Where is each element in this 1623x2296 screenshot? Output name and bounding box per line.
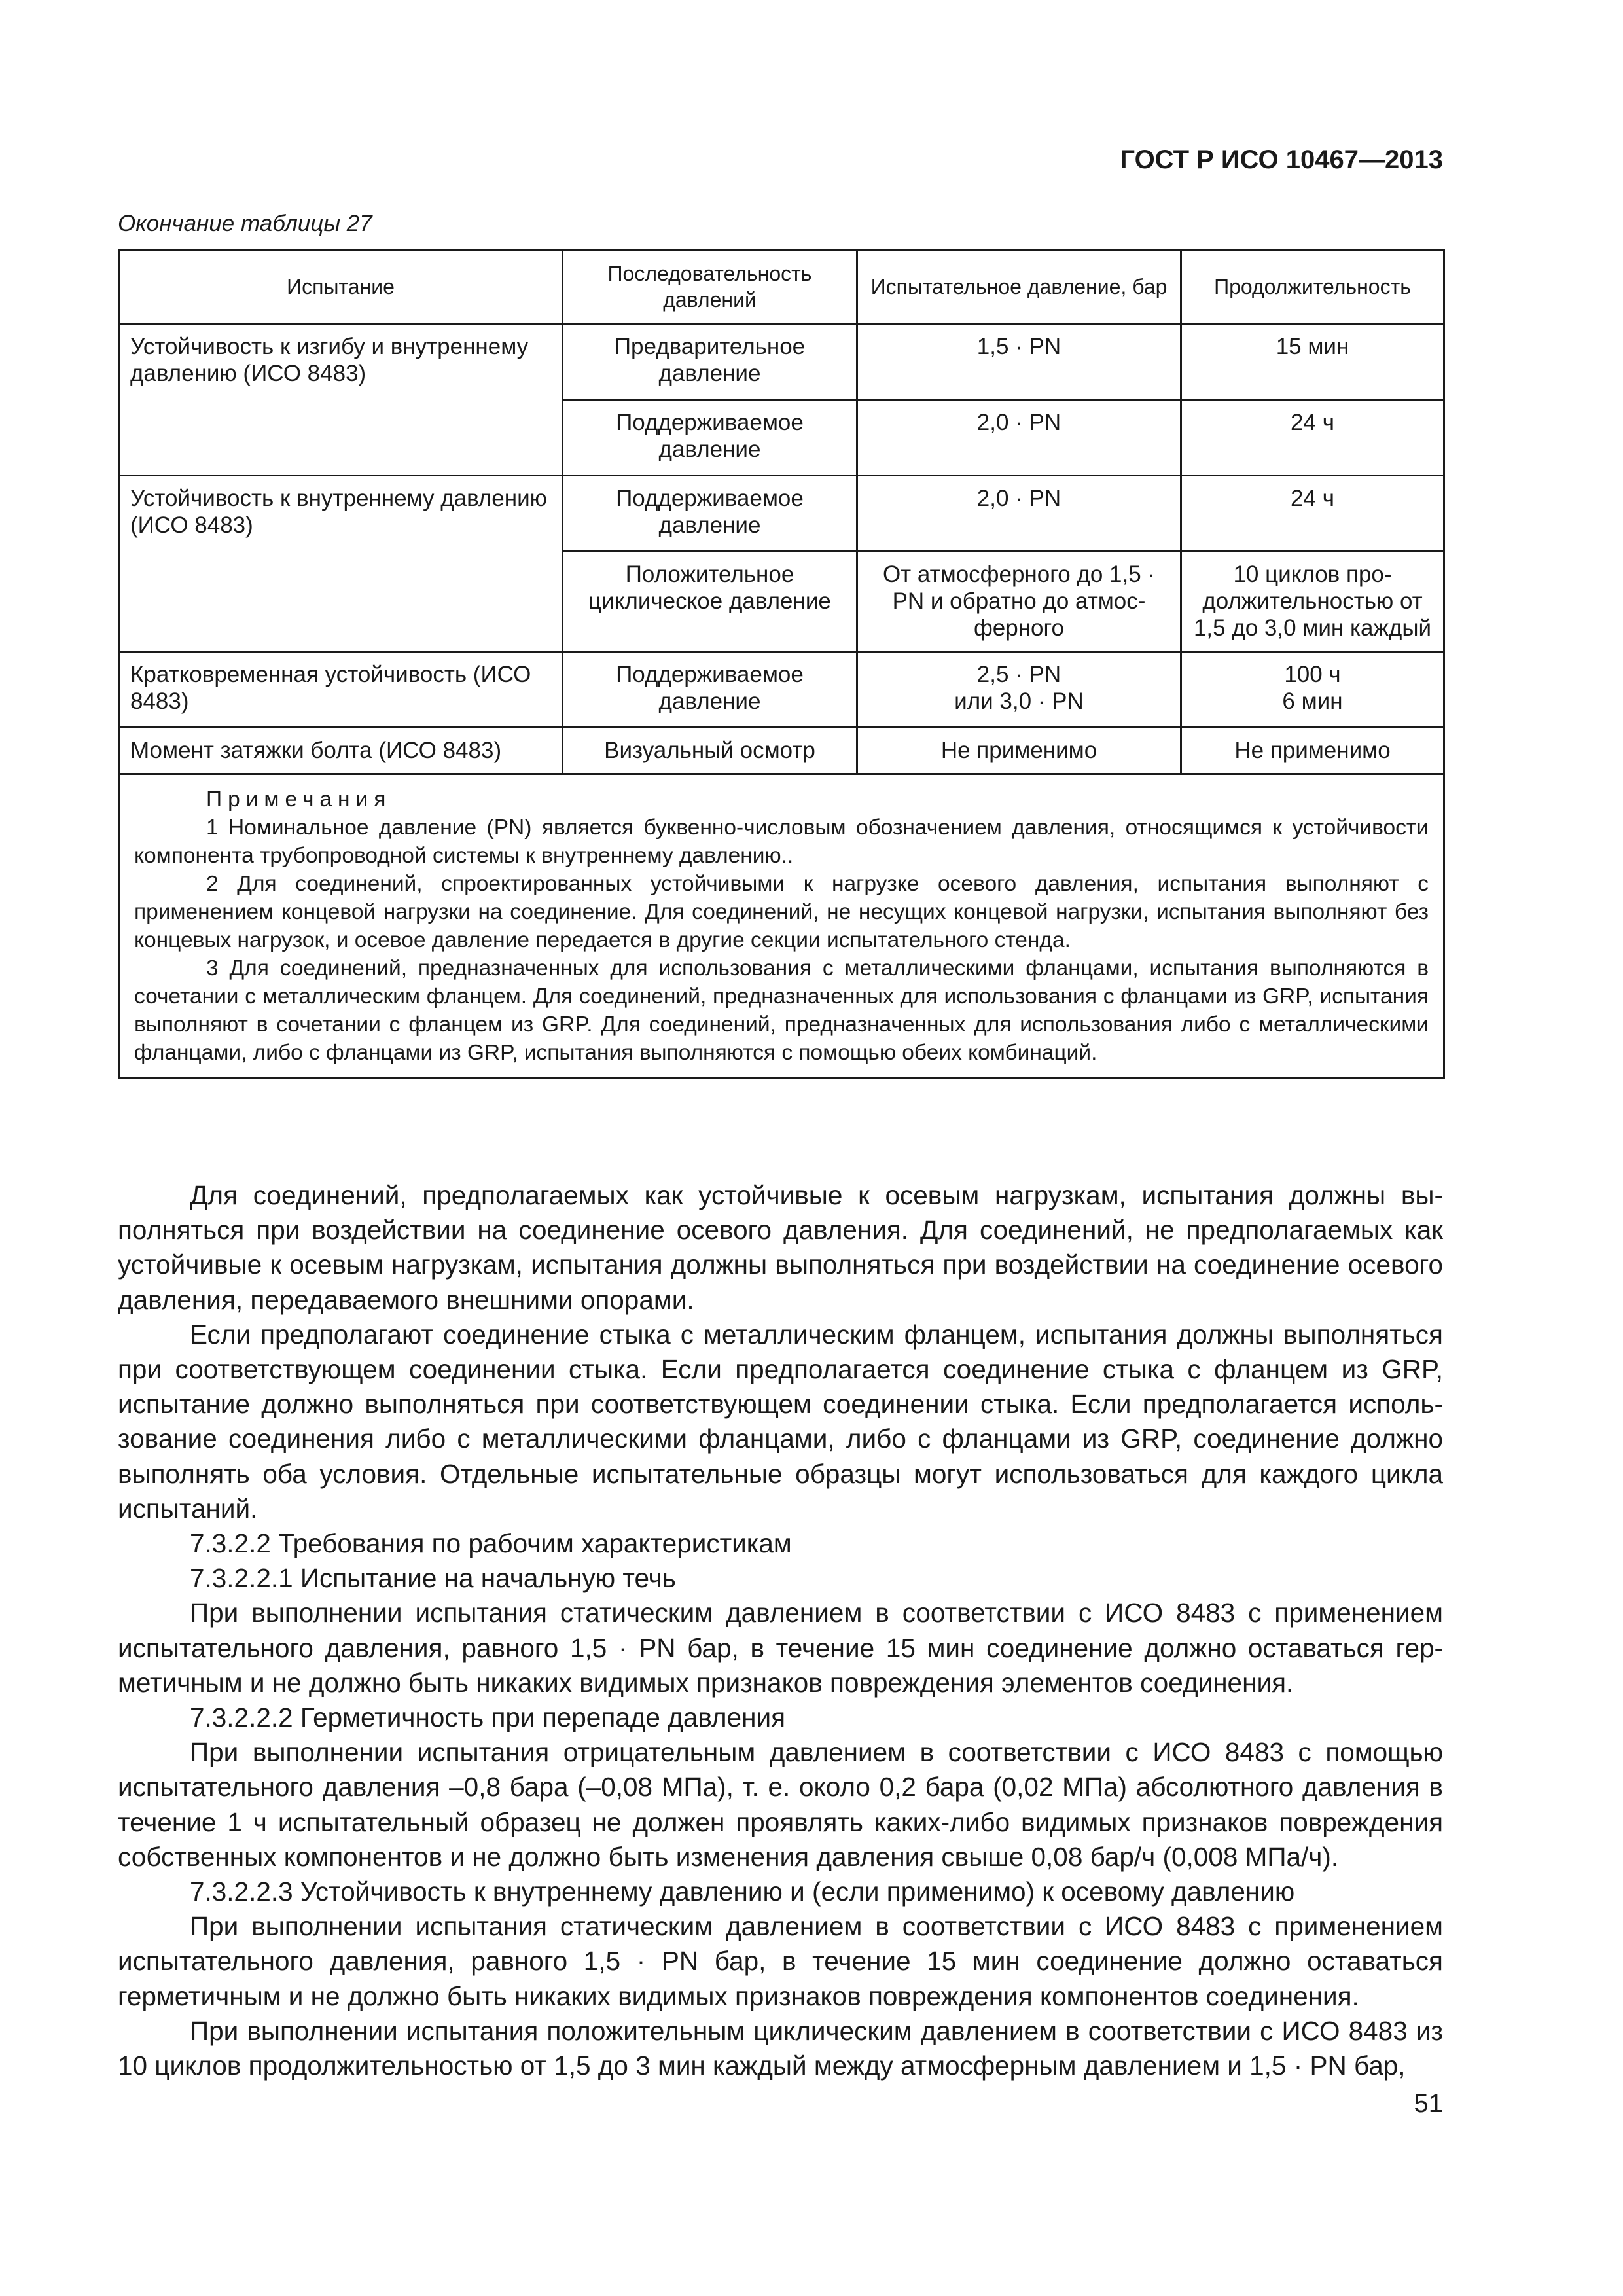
table-row — [119, 652, 1444, 728]
cell-sequence: Поддерживаемое давление — [563, 476, 857, 552]
section-heading: 7.3.2.2.3 Устойчивость к внутреннему давлению и (если применимо) к осевому давлению — [190, 1876, 1295, 1907]
header-sequence: Последовательность давлений — [563, 250, 857, 324]
cell-pressure: 2,0 · PN — [857, 400, 1181, 476]
header-pressure: Испытательное давление, бар — [857, 250, 1181, 324]
cell-pressure: Не применимо — [857, 728, 1181, 774]
note-item: 1 Номинальное давление (PN) является буквенно-числовым обозначением давления, относящимся к устойчивости компонента трубопроводной системы к внутреннему давлению.. — [134, 816, 1429, 868]
table-caption: Окончание таблицы 27 — [118, 211, 372, 236]
cell-test: Кратковременная устойчивость (ИСО 8483) — [119, 652, 563, 728]
header-test: Испытание — [119, 250, 563, 324]
cell-pressure: От атмосферного до 1,5 · PN и обратно до атмосферного — [857, 552, 1181, 652]
document-header: ГОСТ Р ИСО 10467—2013 — [1120, 145, 1443, 174]
table-header-row — [119, 250, 1444, 324]
page-number: 51 — [1414, 2089, 1443, 2118]
table-row — [119, 552, 1444, 652]
section-heading: 7.3.2.2.2 Герметичность при перепаде давления — [190, 1702, 786, 1733]
paragraph: Если предполагают соединение стыка с металлическим фланцем, испытания должны выполняться при соответствующем соединении стыка. Если предполагается соединение стыка с фланцем из GRP, испытание должно выполняться при соответствующем соединении стыка. Если предполагается использование соединения либо с металлическими фланцами, либо с фланцами из GRP, соединение должно выполнять оба условия. Отдельные испытательные образцы могут использоваться для каждого цикла испытаний. — [118, 1319, 1443, 1524]
cell-duration: 24 ч — [1181, 476, 1444, 552]
cell-sequence: Положительное циклическое давление — [563, 552, 857, 652]
cell-test: Момент затяжки болта (ИСО 8483) — [119, 728, 563, 774]
paragraph: Для соединений, предполагаемых как устойчивые к осевым нагрузкам, испытания должны выполняться при воздействии на соединение осевого давления. Для соединений, не предполагаемых как устойчивые к осевым нагрузкам, испытания должны выполняться при воздействии на соединение осевого давления, передаваемого внешними опорами. — [118, 1180, 1443, 1315]
cell-sequence: Визуальный осмотр — [563, 728, 857, 774]
paragraph: При выполнении испытания статическим давлением в соответствии с ИСО 8483 с применением испытательного давления, равного 1,5 · PN бар, в течение 15 мин соединение должно оставаться герметичным и не должно быть никаких видимых признаков повреждения компонентов соединения. — [118, 1911, 1443, 2011]
body-text — [118, 1178, 1443, 2083]
table-notes — [119, 774, 1444, 1079]
cell-pressure: 1,5 · PN — [857, 324, 1181, 400]
cell-pressure: 2,0 · PN — [857, 476, 1181, 552]
paragraph: При выполнении испытания отрицательным давлением в соответствии с ИСО 8483 с помощью испытательного давления –0,8 бара (–0,08 МПа), т. е. около 0,2 бара (0,02 МПа) абсолютного давления в течение 1 ч испытательный образец не должен проявлять каких-либо видимых признаков повреждения собственных компонентов и не должно быть изменения давления свыше 0,08 бар/ч (0,008 МПа/ч). — [118, 1737, 1443, 1872]
table-row — [119, 400, 1444, 476]
cell-sequence: Поддерживаемое давление — [563, 400, 857, 476]
cell-pressure: 2,5 · PN или 3,0 · PN — [857, 652, 1181, 728]
cell-sequence: Предварительное давление — [563, 324, 857, 400]
section-heading: 7.3.2.2 Требования по рабочим характеристикам — [190, 1528, 792, 1559]
cell-test — [119, 400, 563, 476]
table-row — [119, 324, 1444, 400]
test-table — [118, 249, 1445, 1079]
table-row — [119, 476, 1444, 552]
cell-duration: 15 мин — [1181, 324, 1444, 400]
notes-title: Примечания — [206, 787, 392, 812]
header-duration: Продолжительность — [1181, 250, 1444, 324]
cell-duration: 10 циклов продолжительностью от 1,5 до 3,0 мин каждый — [1181, 552, 1444, 652]
cell-duration: 24 ч — [1181, 400, 1444, 476]
section-heading: 7.3.2.2.1 Испытание на начальную течь — [190, 1563, 676, 1594]
cell-sequence: Поддерживаемое давление — [563, 652, 857, 728]
paragraph: При выполнении испытания статическим давлением в соответствии с ИСО 8483 с применением испытательного давления, равного 1,5 · PN бар, в течение 15 мин соединение должно оставаться герметичным и не должно быть никаких видимых признаков повреждения элементов соединения. — [118, 1598, 1443, 1698]
cell-duration: Не применимо — [1181, 728, 1444, 774]
cell-test: Устойчивость к внутреннему давлению (ИСО 8483) — [119, 476, 563, 552]
cell-test: Устойчивость к изгибу и внутреннему давлению (ИСО 8483) — [119, 324, 563, 400]
note-item: 3 Для соединений, предназначенных для использования с металлическими фланцами, испытания выполняются в сочетании с металлическим фланцем. Для соединений, предназначенных для использования с фланцами из GRP, испытания выполняют в сочетании с фланцем из GRP. Для соединений, предназначенных для использования либо с металлическими фланцами, либо с фланцами из GRP, испытания выполняются с помощью обеих комбинаций. — [134, 956, 1429, 1065]
paragraph: При выполнении испытания положительным циклическим давлением в соответствии с ИСО 8483 из 10 циклов продолжительностью от 1,5 до 3 мин каждый между атмосферным давлением и 1,5 · PN бар, — [118, 2015, 1443, 2081]
note-item: 2 Для соединений, спроектированных устойчивыми к нагрузке осевого давления, испытания выполняют с применением концевой нагрузки на соединение. Для соединений, не несущих концевой нагрузки, испытания выполняют без концевых нагрузок, и осевое давление передается в другие секции испытательного стенда. — [134, 872, 1429, 952]
table-notes-row — [119, 774, 1444, 1079]
cell-duration: 100 ч 6 мин — [1181, 652, 1444, 728]
table-row — [119, 728, 1444, 774]
cell-test — [119, 552, 563, 652]
